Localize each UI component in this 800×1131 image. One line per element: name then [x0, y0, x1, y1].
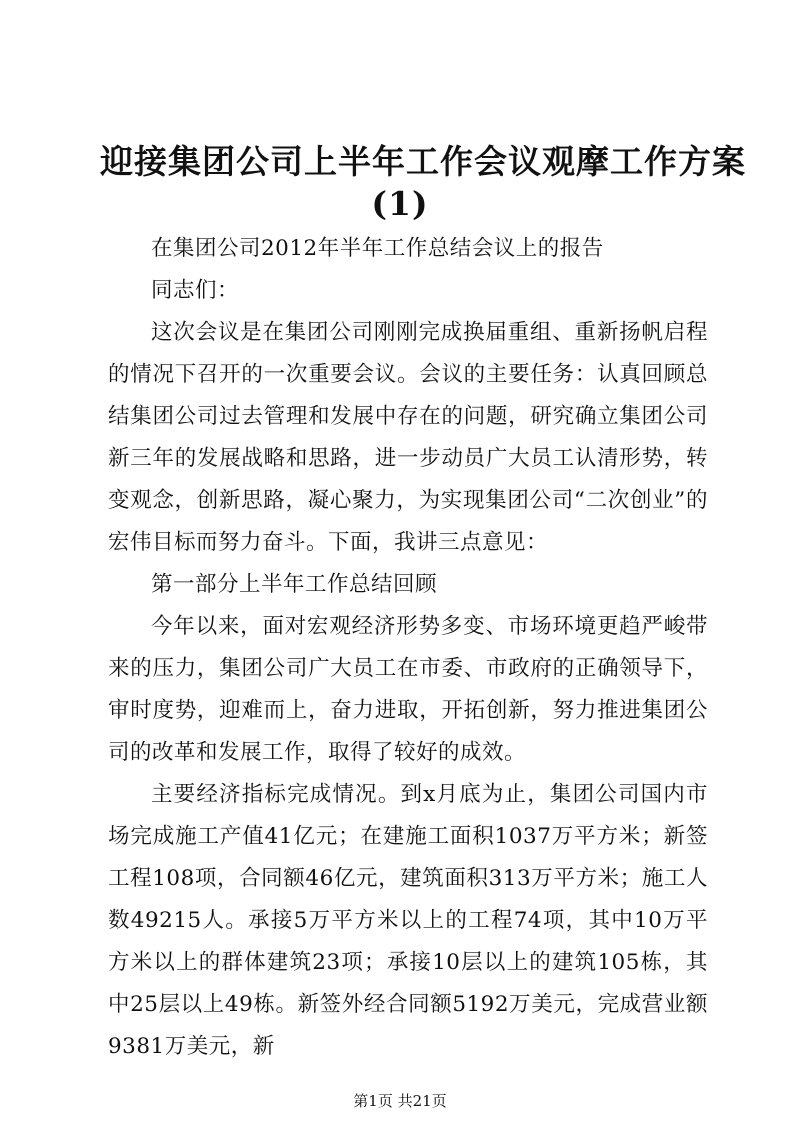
document-title: 迎接集团公司上半年工作会议观摩工作方案	[100, 142, 746, 181]
paragraph-review: 今年以来，面对宏观经济形势多变、市场环境更趋严峻带来的压力，集团公司广大员工在市委、市政府的正确领导下，审时度势，迎难而上，奋力进取，开拓创新，努力推进集团公司的改革和发展工作，取得了较好的成效。	[108, 614, 708, 765]
document-body	[108, 228, 708, 1068]
document-title-suffix: (1)	[371, 184, 429, 223]
report-heading: 在集团公司2012年半年工作总结会议上的报告	[151, 236, 604, 261]
paragraph-indicators: 主要经济指标完成情况。到x月底为止，集团公司国内市场完成施工产值41亿元；在建施工面积1037万平方米；新签工程108项，合同额46亿元，建筑面积313万平方米；施工人数49215人。承接5万平方米以上的工程74项，其中10万平方米以上的群体建筑23项；承接10层以上的建筑105栋，其中25层以上49栋。新签外经合同额5192万美元，完成营业额9381万美元，新	[108, 782, 708, 1059]
page-number: 第1页 共21页	[353, 1092, 447, 1110]
salutation: 同志们：	[151, 278, 240, 303]
paragraph-intro: 这次会议是在集团公司刚刚完成换届重组、重新扬帆启程的情况下召开的一次重要会议。会议的主要任务：认真回顾总结集团公司过去管理和发展中存在的问题，研究确立集团公司新三年的发展战略和思路，进一步动员广大员工认清形势，转变观念，创新思路，凝心聚力，为实现集团公司“二次创业”的宏伟目标而努力奋斗。下面，我讲三点意见：	[108, 320, 708, 555]
section-heading: 第一部分上半年工作总结回顾	[151, 572, 438, 597]
